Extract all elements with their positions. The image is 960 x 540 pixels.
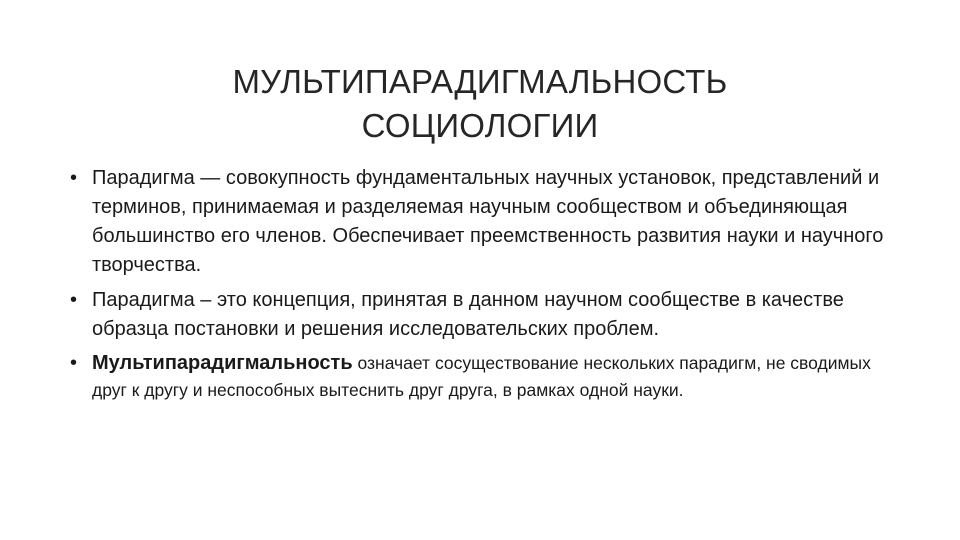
bullet-text: означает сосуществование нескольких парадигм, не сводимых друг к другу и неспособных вытеснить друг друга, в рамках одной науки. — [92, 353, 871, 400]
bullet-item-multiparadigm — [70, 350, 900, 404]
bullet-marker: • — [70, 352, 78, 374]
slide-title — [120, 60, 840, 148]
bullet-lead-term: Мультипарадигмальность — [92, 352, 353, 374]
bullet-marker: • — [70, 167, 78, 189]
slide-title-line-1: МУЛЬТИПАРАДИГМАЛЬНОСТЬ — [232, 63, 728, 101]
bullet-text: Парадигма — совокупность фундаментальных научных установок, представлений и терминов, принимаемая и разделяемая научным сообществом и объединяющая большинство его членов. Обеспечивает преемственность развития науки и научного творчества. — [92, 167, 884, 276]
bullet-marker: • — [70, 289, 78, 311]
bullet-item-paradigm-concept — [70, 286, 900, 344]
slide-title-line-2: СОЦИОЛОГИИ — [361, 107, 599, 145]
bullet-item-paradigm-definition — [70, 164, 900, 280]
bullet-list — [70, 164, 900, 410]
bullet-text: Парадигма – это концепция, принятая в данном научном сообществе в качестве образца постановки и решения исследовательских проблем. — [92, 289, 844, 340]
